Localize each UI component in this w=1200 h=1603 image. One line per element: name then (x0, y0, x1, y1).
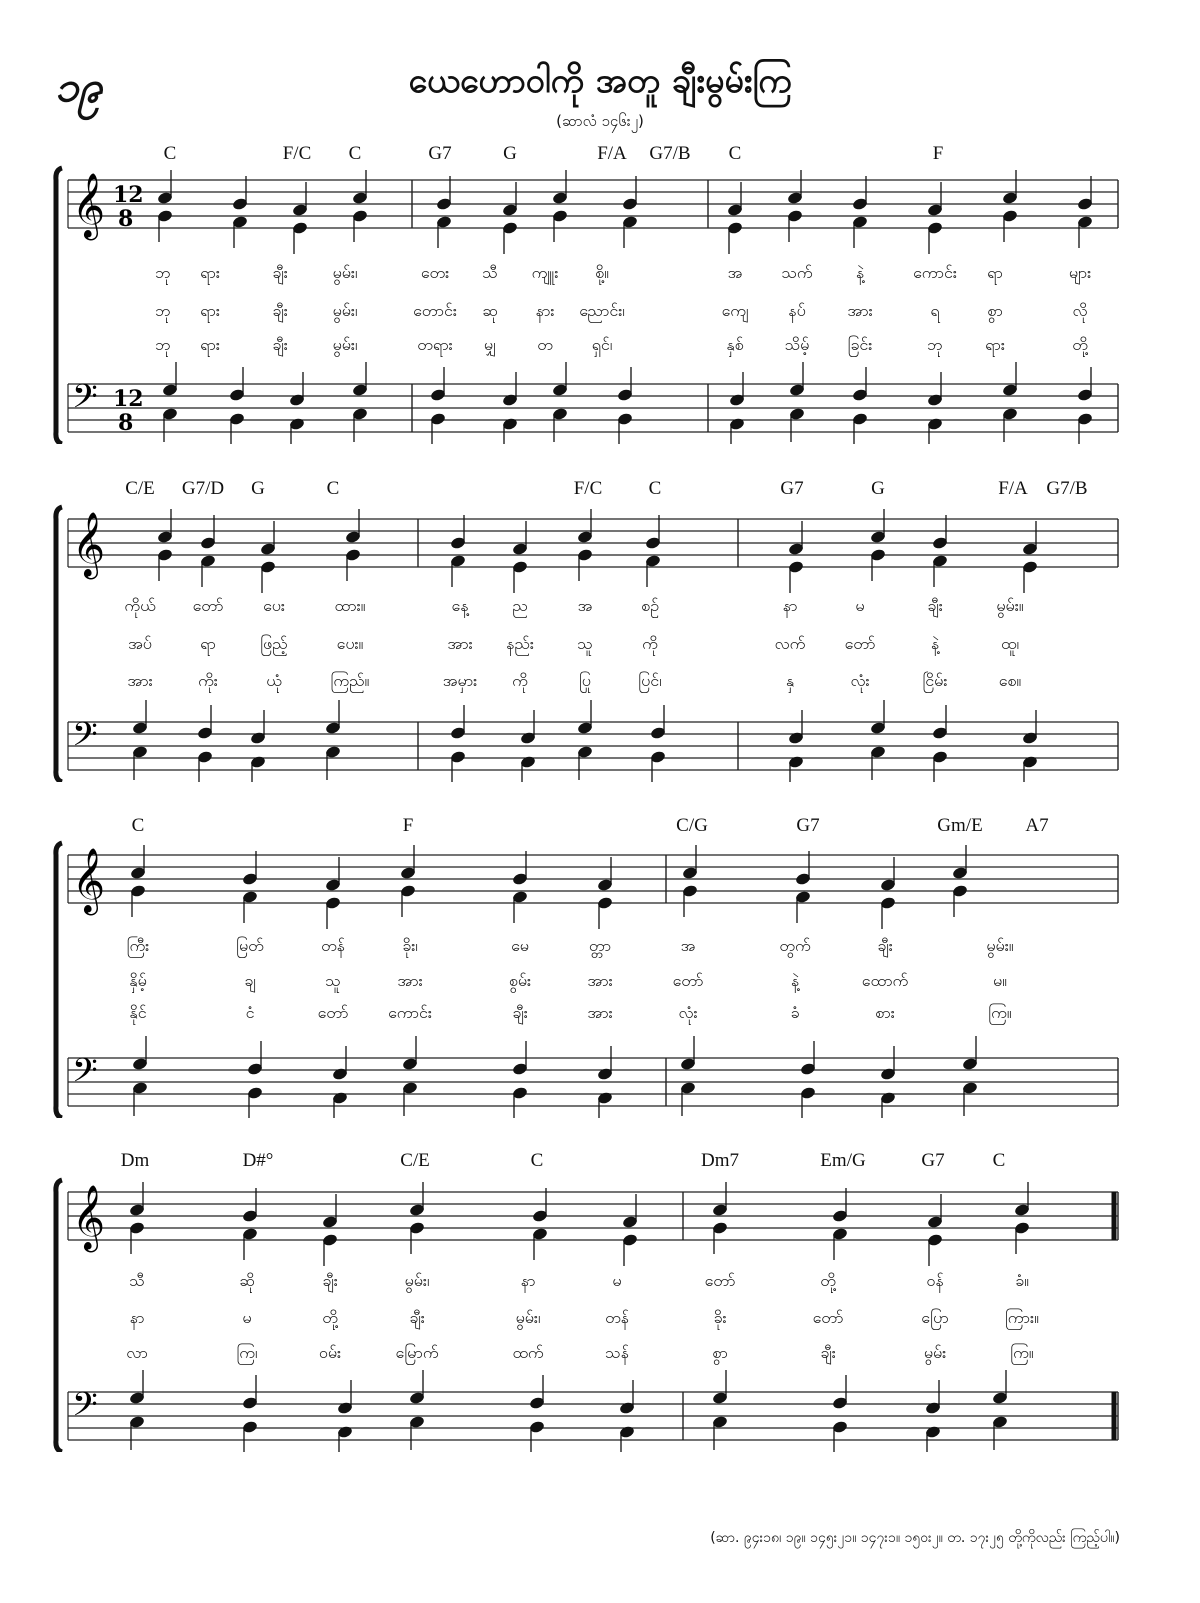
lyric-syllable: မြောက် (395, 1343, 439, 1362)
lyric-syllable: သူ (325, 971, 341, 990)
bass-clef-icon: 𝄢 (72, 1386, 98, 1432)
lyric-syllable: ပြု (579, 671, 591, 690)
lyric-syllable: ကျူး (531, 263, 559, 282)
lyric-syllable: ကြား။ (1005, 1308, 1039, 1327)
chord-symbol: G7 (921, 1150, 945, 1171)
lyric-syllable: တ္တာ (588, 936, 612, 955)
lyric-syllable: ခံ (790, 1003, 800, 1022)
bass-clef-icon: 𝄢 (72, 716, 98, 762)
chord-symbol: C (530, 1150, 544, 1171)
scripture-reference: (ဆာလံ ၁၄၆း၂) (556, 112, 644, 130)
lyric-syllable: ရား (985, 335, 1005, 354)
chord-symbol: Dm7 (701, 1150, 739, 1171)
lyric-syllable: နှစ် (726, 335, 744, 354)
lyric-syllable: ငြိမ်း (922, 671, 948, 690)
chord-symbol: C (728, 143, 742, 164)
treble-staff (68, 173, 1118, 240)
lyric-syllable: ငံ (245, 1003, 255, 1022)
lyric-syllable: လုံး (678, 1003, 698, 1022)
lyric-syllable: တို့ (322, 1308, 338, 1327)
treble-clef-icon: 𝄞 (72, 173, 106, 238)
lyric-syllable: ထက် (512, 1343, 544, 1362)
chord-symbol: G7/B (1046, 478, 1088, 499)
lyric-syllable: နှ (785, 671, 795, 690)
lyric-syllable: မွမ်း၊ (332, 301, 358, 320)
lyric-syllable: နာ (782, 596, 798, 615)
lyric-syllable: သီ (129, 1271, 145, 1290)
lyric-syllable: ချီး (820, 1343, 836, 1362)
chord-symbol: Gm/E (937, 815, 983, 836)
chord-symbol: G (251, 478, 265, 499)
chord-symbol: G7/B (649, 143, 691, 164)
lyric-syllable: ချီး (877, 936, 893, 955)
lyric-syllable: အား (847, 301, 873, 320)
music-system (0, 1146, 1200, 1452)
lyric-syllable: မေ (511, 936, 529, 955)
lyric-syllable: ကြည်။ (330, 671, 370, 690)
lyric-syllable: တော် (317, 1003, 349, 1022)
bass-staff (68, 1052, 1118, 1106)
lyric-syllable: ကောင်း (388, 1003, 432, 1022)
chord-symbol: Dm (120, 1150, 150, 1171)
lyric-syllable: ခံ။ (1015, 1271, 1029, 1290)
lyric-syllable: သီ (482, 263, 498, 282)
lyric-syllable: ကြ၊ (236, 1343, 258, 1362)
lyric-syllable: ညောင်း၊ (579, 301, 625, 320)
lyric-syllable: ပေး (263, 596, 285, 615)
lyric-syllable: ရ (930, 301, 940, 320)
lyric-syllable: စဉ် (641, 596, 659, 615)
lyric-syllable: မွမ်း၊ (404, 1271, 430, 1290)
lyric-syllable: နှိမ့် (129, 971, 147, 990)
lyric-syllable: ဘု (927, 335, 943, 354)
lyric-syllable: ပြော (921, 1308, 949, 1327)
lyric-syllable: ရား (200, 335, 220, 354)
lyric-syllable: သက် (781, 263, 813, 282)
lyric-syllable: ချီး (272, 301, 288, 320)
lyric-syllable: ချီး (927, 596, 943, 615)
lyric-syllable: ရှင်၊ (591, 335, 613, 354)
lyric-syllable: တန် (605, 1308, 629, 1327)
lyric-syllable: တော် (844, 634, 876, 653)
lyric-syllable: တရား (417, 335, 453, 354)
lyric-syllable: ရား (200, 301, 220, 320)
lyric-syllable: ခိုး၊ (402, 936, 418, 955)
lyric-syllable: ကျေ (721, 301, 749, 320)
lyric-syllable: အား (397, 971, 423, 990)
treble-staff (68, 512, 1118, 579)
bass-staff (68, 716, 1118, 770)
lyric-syllable: တွက် (779, 936, 811, 955)
bass-clef-icon: 𝄢 (72, 1052, 98, 1098)
lyric-syllable: ရာ (987, 263, 1003, 282)
lyric-syllable: လက် (774, 634, 806, 653)
chord-symbol: C/E (400, 1150, 430, 1171)
lyric-syllable: ကိုယ် (124, 596, 156, 615)
lyric-syllable: ကြ။ (988, 1003, 1012, 1022)
lyric-syllable: မွမ်း။ (996, 596, 1024, 615)
lyric-syllable: တ (537, 335, 553, 354)
system-bracket (56, 1180, 62, 1452)
chord-symbol: A7 (1025, 815, 1049, 836)
lyric-syllable: ဝမ်း (318, 1343, 342, 1362)
lyric-syllable: ခိုး (713, 1308, 727, 1327)
lyric-syllable: မွမ်း၊ (332, 263, 358, 282)
lyric-syllable: အ (577, 596, 593, 615)
lyric-syllable: မ (612, 1271, 622, 1290)
lyric-syllable: ကို (642, 634, 658, 653)
chord-symbol: F/A (597, 143, 627, 164)
treble-clef-icon: 𝄞 (72, 848, 106, 913)
treble-staff (68, 848, 1118, 915)
lyric-syllable: အ (680, 936, 696, 955)
lyric-syllable: နဲ့ (930, 634, 940, 653)
lyric-syllable: တော် (704, 1271, 736, 1290)
lyric-syllable: မွမ်း။ (986, 936, 1014, 955)
chord-symbol: F (402, 815, 414, 836)
lyric-syllable: တေး (420, 263, 450, 282)
bass-staff (68, 1386, 1118, 1440)
lyric-syllable: အား (127, 671, 153, 690)
lyric-syllable: နဲ့ (790, 971, 800, 990)
lyric-syllable: ထား။ (334, 596, 366, 615)
lyric-syllable: ဘု (155, 335, 171, 354)
lyric-syllable: အား (587, 971, 613, 990)
lyric-syllable: မြတ် (236, 936, 264, 955)
lyric-syllable: စွာ (712, 1343, 728, 1362)
lyric-syllable: မျှ (483, 335, 497, 354)
time-signature-top: 12 (113, 386, 144, 412)
lyric-syllable: ပေး။ (336, 634, 364, 653)
lyric-syllable: ကို (512, 671, 528, 690)
lyric-syllable: မ (855, 596, 865, 615)
chord-symbol: G (503, 143, 517, 164)
treble-clef-icon: 𝄞 (72, 512, 106, 577)
lyric-syllable: ဆို (239, 1271, 255, 1290)
lyric-syllable: တို့ (1072, 335, 1088, 354)
chord-symbol: F/A (998, 478, 1028, 499)
treble-staff (68, 1185, 1118, 1252)
time-signature-top: 12 (113, 182, 144, 208)
lyric-syllable: နပ် (788, 301, 806, 320)
lyric-syllable: များ (1068, 263, 1092, 282)
chord-symbol: C (992, 1150, 1006, 1171)
chord-symbol: C (348, 143, 362, 164)
chord-symbol: G7/D (181, 478, 225, 499)
system-bracket (56, 843, 62, 1118)
lyric-syllable: မ။ (993, 971, 1007, 990)
lyric-syllable: စေ။ (998, 671, 1022, 690)
treble-clef-icon: 𝄞 (72, 1185, 106, 1250)
lyric-syllable: နာ (520, 1271, 536, 1290)
lyric-syllable: နာ (129, 1308, 145, 1327)
lyric-syllable: ဘု (155, 263, 171, 282)
lyric-syllable: တော် (192, 596, 224, 615)
system-bracket (56, 507, 62, 782)
lyric-syllable: နဲ့ (855, 263, 865, 282)
chord-symbol: G7 (796, 815, 820, 836)
lyric-syllable: ပြင်၊ (638, 671, 662, 690)
lyric-syllable: ယုံ (266, 671, 282, 690)
lyric-syllable: နား (535, 301, 555, 320)
bass-staff (68, 378, 1118, 436)
lyric-syllable: စို့။ (595, 263, 609, 282)
lyric-syllable: ထောက် (861, 971, 909, 990)
lyric-syllable: ည (512, 596, 528, 615)
lyric-syllable: အား (587, 1003, 613, 1022)
music-system (0, 470, 1200, 782)
lyric-syllable: တော် (812, 1308, 844, 1327)
lyric-syllable: ချီး (512, 1003, 528, 1022)
lyric-syllable: ထူ၊ (1001, 634, 1019, 653)
chord-symbol: F/C (573, 478, 603, 499)
lyric-syllable: ခြင်း (847, 335, 873, 354)
music-system (0, 808, 1200, 1118)
lyric-syllable: တန် (321, 936, 345, 955)
lyric-syllable: အား (447, 634, 473, 653)
lyric-syllable: အပ် (128, 634, 152, 653)
hymn-number: ၁၉ (55, 62, 103, 111)
lyric-syllable: သိမ့် (784, 335, 810, 354)
lyric-syllable: ဘု (155, 301, 171, 320)
lyric-syllable: ချ (244, 971, 256, 990)
lyric-syllable: ချီး (409, 1308, 425, 1327)
lyric-syllable: ချီး (322, 1271, 338, 1290)
lyric-syllable: မ (242, 1308, 252, 1327)
lyric-syllable: မွမ်း၊ (515, 1308, 541, 1327)
chord-symbol: Em/G (820, 1150, 866, 1171)
lyric-syllable: ကြီး (126, 936, 150, 955)
lyric-syllable: ရား (200, 263, 220, 282)
lyric-syllable: စွမ်း (508, 971, 532, 990)
footer-references: (ဆာ. ၉၄း၁၈၊ ၁၉။ ၁၄၅း၂၁။ ၁၄၇း၁။ ၁၅၀း၂။ တ. ၁၇း၂၅ တို့ကိုလည်း ကြည့်ပါ။) (710, 1530, 1120, 1546)
lyric-syllable: လို (1072, 301, 1088, 320)
lyric-syllable: တို့ (820, 1271, 836, 1290)
bass-clef-icon: 𝄢 (72, 378, 98, 424)
lyric-syllable: ချီး (272, 263, 288, 282)
chord-symbol: C/E (125, 478, 155, 499)
lyric-syllable: သူ (577, 634, 593, 653)
chord-symbol: G7 (780, 478, 804, 499)
lyric-syllable: လုံး (850, 671, 870, 690)
hymn-title: ယေဟောဝါကို အတူ ချီးမွမ်းကြ (408, 61, 792, 101)
chord-symbol: F/C (282, 143, 312, 164)
chord-symbol: C (326, 478, 340, 499)
lyric-syllable: လာ (126, 1343, 148, 1362)
lyric-syllable: နေ့ (451, 596, 469, 615)
chord-symbol: F (932, 143, 944, 164)
lyric-syllable: ကောင်း (913, 263, 957, 282)
lyric-syllable: ကြ။ (1010, 1343, 1034, 1362)
lyric-syllable: တော် (672, 971, 704, 990)
lyric-syllable: အမှား (442, 671, 478, 690)
chord-symbol: C/G (676, 815, 708, 836)
chord-symbol: C (131, 815, 145, 836)
system-bracket (56, 168, 62, 444)
chord-symbol: C (163, 143, 177, 164)
music-system (0, 140, 1200, 444)
chord-symbol: D#° (242, 1150, 274, 1171)
lyric-syllable: ရာ (200, 634, 216, 653)
lyric-syllable: ဝန် (926, 1271, 944, 1290)
lyric-syllable: စွာ (987, 301, 1003, 320)
lyric-syllable: မွမ်း (923, 1343, 947, 1362)
lyric-syllable: တောင်း (413, 301, 457, 320)
lyric-syllable: ချီး (272, 335, 288, 354)
lyric-syllable: ဖြည့် (260, 634, 288, 653)
chord-symbol: C (648, 478, 662, 499)
lyric-syllable: နိုင် (129, 1003, 147, 1022)
lyric-syllable: အ (727, 263, 743, 282)
time-signature-bottom: 8 (118, 410, 134, 436)
lyric-syllable: ဆု (482, 301, 498, 320)
chord-symbol: G (871, 478, 885, 499)
chord-symbol: G7 (428, 143, 452, 164)
lyric-syllable: သန် (605, 1343, 629, 1362)
lyric-syllable: နည်း (506, 634, 534, 653)
lyric-syllable: ကိုး (198, 671, 218, 690)
time-signature-bottom: 8 (118, 206, 134, 232)
lyric-syllable: မွမ်း၊ (332, 335, 358, 354)
lyric-syllable: စား (875, 1003, 895, 1022)
